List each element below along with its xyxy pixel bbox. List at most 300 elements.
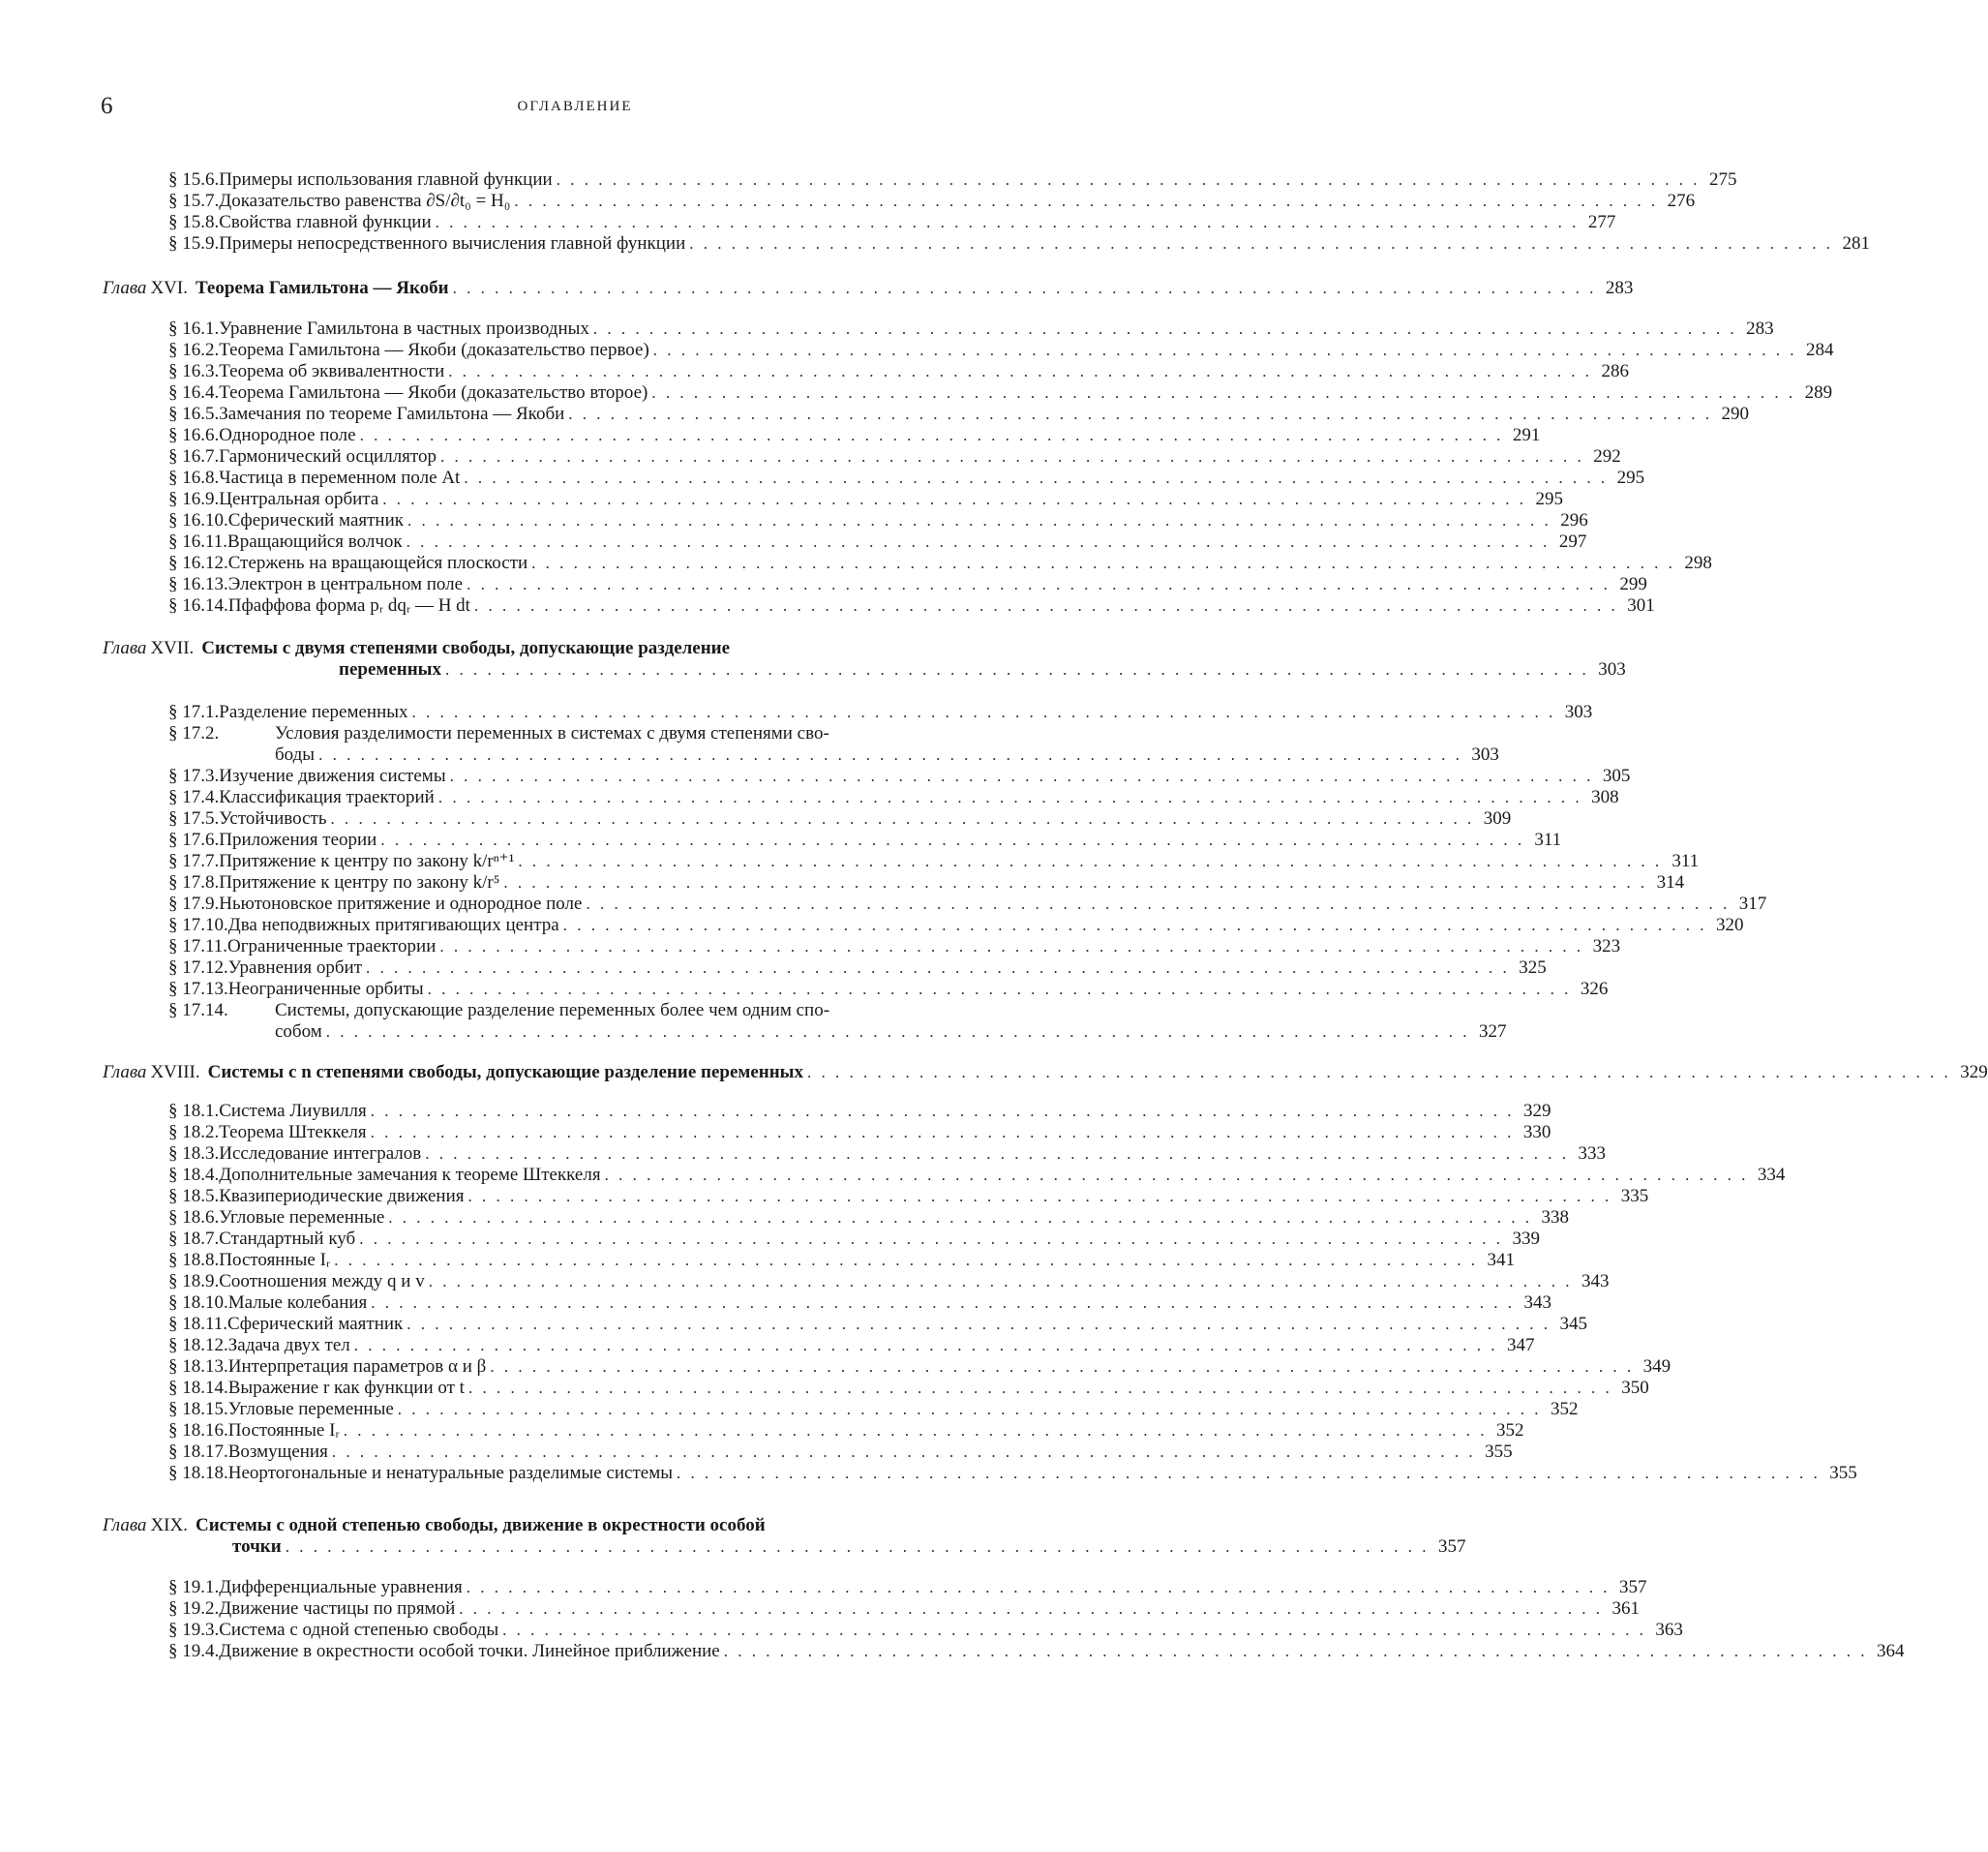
section-title: Система Лиувилля: [219, 1101, 367, 1121]
section-number: § 19.3.: [168, 1620, 220, 1640]
page-number: 6: [101, 93, 113, 119]
section-page: 289: [1804, 382, 1833, 403]
section-number: § 17.7.: [168, 851, 220, 871]
section-title-continuation: собом: [275, 1021, 322, 1042]
section-title: Движение частицы по прямой: [219, 1598, 456, 1619]
section-number: § 17.8.: [168, 872, 220, 893]
section-number: § 18.6.: [168, 1207, 220, 1228]
section-number: § 18.15.: [168, 1399, 228, 1419]
toc-entry[interactable]: [168, 595, 1655, 616]
toc-entry[interactable]: [168, 425, 1541, 445]
section-number: § 18.9.: [168, 1271, 220, 1291]
section-number: § 16.5.: [168, 404, 220, 424]
section-page: 309: [1483, 808, 1512, 829]
section-title: Устойчивость: [219, 808, 327, 829]
toc-entry[interactable]: [168, 233, 1870, 254]
section-title: Однородное поле: [219, 425, 356, 445]
section-page: 311: [1534, 830, 1562, 850]
toc-entry[interactable]: [168, 915, 1744, 935]
section-title: Возмущения: [227, 1442, 328, 1462]
section-title: Свойства главной функции: [219, 212, 432, 232]
section-page: 345: [1559, 1314, 1588, 1334]
toc-entry[interactable]: [168, 1577, 1647, 1597]
section-page: 292: [1593, 446, 1621, 467]
section-page: 290: [1721, 404, 1750, 424]
section-title: Уравнение Гамильтона в частных производных: [219, 319, 589, 339]
section-page: 311: [1672, 851, 1700, 871]
section-number: § 17.9.: [168, 894, 220, 914]
section-number: § 15.9.: [168, 233, 220, 254]
leader-dots: . . . . . . . . . . . . . . . . . . . . . . . . . . . . . . . . . . . . . . . . . . . . . . . . . . . . . . . . . . . . . . . . . . . . . . . . . . . . . . . . . .: [689, 234, 1833, 253]
toc-entry[interactable]: [168, 1207, 1570, 1228]
chapter-page: 329: [1960, 1062, 1988, 1082]
section-title-continuation: боды: [275, 744, 316, 765]
leader-dots: . . . . . . . . . . . . . . . . . . . . . . . . . . . . . . . . . . . . . . . . . . . . . . . . . . . . . . . . . . . . . . . . . . . . . . . . . . . . . . . . . .: [723, 1642, 1868, 1660]
section-page: 317: [1738, 894, 1767, 914]
chapter-heading[interactable]: [103, 639, 974, 658]
section-number: § 16.1.: [168, 319, 220, 339]
section-page: 349: [1642, 1356, 1672, 1377]
section-title: Пфаффова форма pᵣ dqᵣ — H dt: [227, 595, 470, 616]
section-number: § 16.8.: [168, 468, 220, 488]
section-title: Примеры использования главной функции: [219, 169, 553, 190]
leader-dots: . . . . . . . . . . . . . . . . . . . . . . . . . . . . . . . . . . . . . . . . . . . . . . . . . . . . . . . . . . . . . . . . . . . . . . . . . . . . . . . . . .: [807, 1063, 1951, 1081]
leader-dots: . . . . . . . . . . . . . . . . . . . . . . . . . . . . . . . . . . . . . . . . . . . . . . . . . . . . . . . . . . . . . . . . . . . . . . . . . . . . . . . . . .: [380, 831, 1525, 849]
section-title: Исследование интегралов: [219, 1143, 422, 1164]
chapter-title: Системы с n степенями свободы, допускающие разделение переменных: [207, 1062, 803, 1082]
section-page: 327: [1479, 1021, 1507, 1042]
section-number: § 17.10.: [168, 915, 228, 935]
toc-entry[interactable]: [168, 169, 1737, 190]
chapter-label: Глава: [103, 1515, 147, 1535]
toc-entry[interactable]: [168, 872, 1685, 893]
toc-entry[interactable]: [168, 1641, 1905, 1661]
section-title: Неограниченные орбиты: [227, 979, 424, 999]
section-page: 347: [1507, 1335, 1535, 1355]
toc-entry[interactable]: [168, 894, 1767, 914]
section-page: 361: [1611, 1598, 1641, 1619]
section-page: 320: [1715, 915, 1744, 935]
section-number: § 18.10.: [168, 1292, 228, 1313]
chapter-label: Глава: [103, 638, 147, 658]
section-number: § 15.8.: [168, 212, 220, 232]
section-page: 308: [1591, 787, 1619, 807]
chapter-page: 303: [1598, 659, 1626, 680]
section-page: 329: [1522, 1101, 1551, 1121]
section-title: Стандартный куб: [219, 1229, 356, 1249]
leader-dots: . . . . . . . . . . . . . . . . . . . . . . . . . . . . . . . . . . . . . . . . . . . . . . . . . . . . . . . . . . . . . . . . . . . . . . . . . . . . . . . . . .: [459, 1599, 1604, 1618]
section-page: 284: [1806, 340, 1834, 360]
leader-dots: . . . . . . . . . . . . . . . . . . . . . . . . . . . . . . . . . . . . . . . . . . . . . . . . . . . . . . . . . . . . . . . . . . . . . . . . . . . . . . . . . .: [334, 1251, 1479, 1269]
toc-entry[interactable]: [168, 1356, 1672, 1377]
section-title: Квазипериодические движения: [219, 1186, 465, 1206]
section-number: § 19.2.: [168, 1598, 220, 1619]
section-number: § 18.7.: [168, 1229, 220, 1249]
toc-entry[interactable]: [168, 574, 1647, 594]
page-header: [101, 93, 1049, 122]
leader-dots: . . . . . . . . . . . . . . . . . . . . . . . . . . . . . . . . . . . . . . . . . . . . . . . . . . . . . . . . . . . . . . . . . . . . . . . . . . . . . . . . . .: [407, 1315, 1551, 1333]
toc-entry[interactable]: [168, 468, 1645, 488]
section-number: § 16.4.: [168, 382, 220, 403]
leader-dots: . . . . . . . . . . . . . . . . . . . . . . . . . . . . . . . . . . . . . . . . . . . . . . . . . . . . . . . . . . . . . . . . . . . . . . . . . . . . . . . . . .: [449, 767, 1594, 785]
section-number: § 16.7.: [168, 446, 220, 467]
toc-entry[interactable]: [168, 979, 1609, 999]
leader-dots: . . . . . . . . . . . . . . . . . . . . . . . . . . . . . . . . . . . . . . . . . . . . . . . . . . . . . . . . . . . . . . . . . . . . . . . . . . . . . . . . . .: [586, 895, 1731, 913]
leader-dots: . . . . . . . . . . . . . . . . . . . . . . . . . . . . . . . . . . . . . . . . . . . . . . . . . . . . . . . . . . . . . . . . . . . . . . . . . . . . . . . . . .: [318, 745, 1462, 764]
section-title: Условия разделимости переменных в системах с двумя степенями сво-: [275, 723, 829, 744]
section-page: 333: [1578, 1143, 1607, 1164]
chapter-page: 283: [1605, 278, 1634, 298]
section-title: Центральная орбита: [219, 489, 379, 509]
chapter-number: XVI.: [150, 278, 188, 298]
leader-dots: . . . . . . . . . . . . . . . . . . . . . . . . . . . . . . . . . . . . . . . . . . . . . . . . . . . . . . . . . . . . . . . . . . . . . . . . . . . . . . . . . .: [406, 532, 1551, 551]
section-title: Вращающийся волчок: [227, 531, 403, 552]
section-page: 276: [1667, 191, 1696, 211]
leader-dots: . . . . . . . . . . . . . . . . . . . . . . . . . . . . . . . . . . . . . . . . . . . . . . . . . . . . . . . . . . . . . . . . . . . . . . . . . . . . . . . . . .: [444, 660, 1589, 679]
section-title: Дополнительные замечания к теореме Штеккеля: [219, 1165, 601, 1185]
section-number: § 18.14.: [168, 1378, 228, 1398]
leader-dots: . . . . . . . . . . . . . . . . . . . . . . . . . . . . . . . . . . . . . . . . . . . . . . . . . . . . . . . . . . . . . . . . . . . . . . . . . . . . . . . . . .: [439, 447, 1584, 466]
section-number: § 17.6.: [168, 830, 220, 850]
leader-dots: . . . . . . . . . . . . . . . . . . . . . . . . . . . . . . . . . . . . . . . . . . . . . . . . . . . . . . . . . . . . . . . . . . . . . . . . . . . . . . . . . .: [411, 703, 1556, 721]
section-page: 335: [1620, 1186, 1649, 1206]
section-page: 295: [1535, 489, 1563, 509]
toc-entry[interactable]: [168, 446, 1621, 467]
section-page: 314: [1656, 872, 1685, 893]
section-number: § 18.2.: [168, 1122, 220, 1142]
section-number: § 16.2.: [168, 340, 220, 360]
section-page: 299: [1619, 574, 1647, 594]
leader-dots: . . . . . . . . . . . . . . . . . . . . . . . . . . . . . . . . . . . . . . . . . . . . . . . . . . . . . . . . . . . . . . . . . . . . . . . . . . . . . . . . . .: [353, 1336, 1498, 1354]
section-title: Угловые переменные: [227, 1399, 394, 1419]
section-title: Уравнения орбит: [227, 957, 363, 978]
toc-entry[interactable]: [168, 1292, 1552, 1313]
toc-entry[interactable]: [168, 1463, 1857, 1483]
section-number: § 18.1.: [168, 1101, 220, 1121]
section-page: 343: [1581, 1271, 1610, 1291]
chapter-title: Системы с двумя степенями свободы, допускающие разделение: [201, 638, 731, 658]
section-title: Неортогональные и ненатуральные разделимые системы: [227, 1463, 673, 1483]
section-title: Интерпретация параметров α и β: [227, 1356, 487, 1377]
toc-entry[interactable]: [168, 724, 829, 744]
section-page: 281: [1842, 233, 1870, 254]
section-title: Примеры непосредственного вычисления главной функции: [219, 233, 686, 254]
section-title: Гармонический осциллятор: [219, 446, 437, 467]
toc-entry[interactable]: [168, 1314, 1588, 1334]
section-page: 283: [1746, 319, 1774, 339]
section-number: § 18.4.: [168, 1165, 220, 1185]
leader-dots: . . . . . . . . . . . . . . . . . . . . . . . . . . . . . . . . . . . . . . . . . . . . . . . . . . . . . . . . . . . . . . . . . . . . . . . . . . . . . . . . . .: [518, 852, 1663, 870]
section-title: Теорема Гамильтона — Якоби (доказательство второе): [219, 382, 648, 403]
section-title: Замечания по теореме Гамильтона — Якоби: [219, 404, 565, 424]
leader-dots: . . . . . . . . . . . . . . . . . . . . . . . . . . . . . . . . . . . . . . . . . . . . . . . . . . . . . . . . . . . . . . . . . . . . . . . . . . . . . . . . . .: [652, 341, 1797, 359]
toc-entry[interactable]: [168, 1271, 1610, 1291]
section-title: Теорема Гамильтона — Якоби (доказательство первое): [219, 340, 649, 360]
leader-dots: . . . . . . . . . . . . . . . . . . . . . . . . . . . . . . . . . . . . . . . . . . . . . . . . . . . . . . . . . . . . . . . . . . . . . . . . . . . . . . . . . .: [467, 1379, 1612, 1397]
chapter-number: XIX.: [150, 1515, 188, 1535]
leader-dots: . . . . . . . . . . . . . . . . . . . . . . . . . . . . . . . . . . . . . . . . . . . . . . . . . . . . . . . . . . . . . . . . . . . . . . . . . . . . . . . . . .: [562, 916, 1707, 934]
section-title: Изучение движения системы: [219, 766, 446, 786]
section-page: 297: [1558, 531, 1587, 552]
toc-entry[interactable]: [168, 1335, 1535, 1355]
section-number: § 18.17.: [168, 1442, 228, 1462]
toc-entry[interactable]: [168, 830, 1562, 850]
toc-entry[interactable]: [168, 1101, 1551, 1121]
section-title: Приложения теории: [219, 830, 377, 850]
toc-entry[interactable]: [168, 1165, 1786, 1185]
leader-dots: . . . . . . . . . . . . . . . . . . . . . . . . . . . . . . . . . . . . . . . . . . . . . . . . . . . . . . . . . . . . . . . . . . . . . . . . . . . . . . . . . .: [435, 213, 1580, 231]
section-number: § 16.11.: [168, 531, 228, 552]
chapter-title: Теорема Гамильтона — Якоби: [195, 278, 449, 298]
section-number: § 18.11.: [168, 1314, 228, 1334]
leader-dots: . . . . . . . . . . . . . . . . . . . . . . . . . . . . . . . . . . . . . . . . . . . . . . . . . . . . . . . . . . . . . . . . . . . . . . . . . . . . . . . . . .: [466, 1578, 1611, 1596]
section-page: 301: [1627, 595, 1655, 616]
section-title: Соотношения между q и v: [219, 1271, 425, 1291]
toc-entry[interactable]: [168, 851, 1700, 871]
section-title: Ньютоновское притяжение и однородное поле: [219, 894, 583, 914]
toc-entry[interactable]: [168, 489, 1563, 509]
section-title: Дифференциальные уравнения: [219, 1577, 463, 1597]
leader-dots: . . . . . . . . . . . . . . . . . . . . . . . . . . . . . . . . . . . . . . . . . . . . . . . . . . . . . . . . . . . . . . . . . . . . . . . . . . . . . . . . . .: [388, 1208, 1533, 1227]
toc-entry[interactable]: [168, 1378, 1649, 1398]
section-title: Движение в окрестности особой точки. Линейное приближение: [219, 1641, 720, 1661]
toc-entry[interactable]: [168, 1250, 1516, 1270]
leader-dots: . . . . . . . . . . . . . . . . . . . . . . . . . . . . . . . . . . . . . . . . . . . . . . . . . . . . . . . . . . . . . . . . . . . . . . . . . . . . . . . . . .: [359, 426, 1504, 444]
toc-entry[interactable]: [168, 531, 1587, 552]
running-head: ОГЛАВЛЕНИЕ: [517, 99, 633, 114]
leader-dots: . . . . . . . . . . . . . . . . . . . . . . . . . . . . . . . . . . . . . . . . . . . . . . . . . . . . . . . . . . . . . . . . . . . . . . . . . . . . . . . . . .: [556, 170, 1701, 189]
section-title: Стержень на вращающейся плоскости: [227, 553, 528, 573]
leader-dots: . . . . . . . . . . . . . . . . . . . . . . . . . . . . . . . . . . . . . . . . . . . . . . . . . . . . . . . . . . . . . . . . . . . . . . . . . . . . . . . . . .: [531, 554, 1675, 572]
leader-dots: . . . . . . . . . . . . . . . . . . . . . . . . . . . . . . . . . . . . . . . . . . . . . . . . . . . . . . . . . . . . . . . . . . . . . . . . . . . . . . . . . .: [370, 1123, 1515, 1141]
leader-dots: . . . . . . . . . . . . . . . . . . . . . . . . . . . . . . . . . . . . . . . . . . . . . . . . . . . . . . . . . . . . . . . . . . . . . . . . . . . . . . . . . .: [397, 1400, 1542, 1418]
section-page: 357: [1618, 1577, 1647, 1597]
toc-entry[interactable]: [168, 1186, 1649, 1206]
section-title: Два неподвижных притягивающих центра: [227, 915, 559, 935]
leader-dots: . . . . . . . . . . . . . . . . . . . . . . . . . . . . . . . . . . . . . . . . . . . . . . . . . . . . . . . . . . . . . . . . . . . . . . . . . . . . . . . . . .: [437, 788, 1582, 806]
section-number: § 18.13.: [168, 1356, 228, 1377]
section-number: § 19.1.: [168, 1577, 220, 1597]
section-title: Системы, допускающие разделение переменных более чем одним спо-: [275, 1000, 830, 1020]
section-title: Задача двух тел: [227, 1335, 350, 1355]
section-number: § 18.12.: [168, 1335, 228, 1355]
section-page: 341: [1487, 1250, 1516, 1270]
toc-entry[interactable]: [168, 787, 1619, 807]
section-title: Постоянные Iᵣ: [227, 1420, 340, 1441]
toc-entry[interactable]: [168, 553, 1712, 573]
section-number: § 18.5.: [168, 1186, 220, 1206]
section-page: 330: [1522, 1122, 1551, 1142]
section-number: § 16.10.: [168, 510, 228, 531]
leader-dots: . . . . . . . . . . . . . . . . . . . . . . . . . . . . . . . . . . . . . . . . . . . . . . . . . . . . . . . . . . . . . . . . . . . . . . . . . . . . . . . . . .: [514, 192, 1659, 210]
section-number: § 17.1.: [168, 702, 220, 722]
chapter-page: 357: [1437, 1536, 1466, 1557]
section-number: § 18.8.: [168, 1250, 220, 1270]
section-page: 303: [1471, 744, 1499, 765]
section-title: Притяжение к центру по закону k/rⁿ⁺¹: [219, 851, 515, 871]
leader-dots: . . . . . . . . . . . . . . . . . . . . . . . . . . . . . . . . . . . . . . . . . . . . . . . . . . . . . . . . . . . . . . . . . . . . . . . . . . . . . . . . . .: [359, 1230, 1503, 1248]
toc-entry[interactable]: [168, 319, 1774, 339]
toc-entry[interactable]: [168, 1143, 1607, 1164]
leader-dots: . . . . . . . . . . . . . . . . . . . . . . . . . . . . . . . . . . . . . . . . . . . . . . . . . . . . . . . . . . . . . . . . . . . . . . . . . . . . . . . . . .: [382, 490, 1526, 508]
section-page: 275: [1708, 169, 1737, 190]
chapter-heading[interactable]: [103, 1062, 1988, 1082]
section-title: Ограниченные траектории: [227, 936, 437, 956]
section-number: § 17.4.: [168, 787, 220, 807]
section-number: § 18.16.: [168, 1420, 228, 1441]
toc-entry[interactable]: [168, 957, 1547, 978]
toc-entry[interactable]: [168, 382, 1833, 403]
leader-dots: . . . . . . . . . . . . . . . . . . . . . . . . . . . . . . . . . . . . . . . . . . . . . . . . . . . . . . . . . . . . . . . . . . . . . . . . . . . . . . . . . .: [325, 1022, 1470, 1041]
section-number: § 18.3.: [168, 1143, 220, 1164]
section-number: § 16.13.: [168, 574, 228, 594]
section-title: Доказательство равенства ∂S/∂t₀ = H₀: [219, 191, 511, 211]
section-page: 339: [1512, 1229, 1540, 1249]
leader-dots: . . . . . . . . . . . . . . . . . . . . . . . . . . . . . . . . . . . . . . . . . . . . . . . . . . . . . . . . . . . . . . . . . . . . . . . . . . . . . . . . . .: [503, 873, 1648, 892]
leader-dots: . . . . . . . . . . . . . . . . . . . . . . . . . . . . . . . . . . . . . . . . . . . . . . . . . . . . . . . . . . . . . . . . . . . . . . . . . . . . . . . . . .: [425, 1144, 1570, 1163]
section-page: 277: [1587, 212, 1616, 232]
leader-dots: . . . . . . . . . . . . . . . . . . . . . . . . . . . . . . . . . . . . . . . . . . . . . . . . . . . . . . . . . . . . . . . . . . . . . . . . . . . . . . . . . .: [452, 279, 1597, 297]
section-number: § 17.11.: [168, 936, 228, 956]
section-title: Сферический маятник: [227, 510, 404, 531]
toc-entry[interactable]: [168, 702, 1593, 722]
toc-entry[interactable]: [168, 1598, 1641, 1619]
leader-dots: . . . . . . . . . . . . . . . . . . . . . . . . . . . . . . . . . . . . . . . . . . . . . . . . . . . . . . . . . . . . . . . . . . . . . . . . . . . . . . . . . .: [502, 1621, 1646, 1639]
section-number: § 15.6.: [168, 169, 220, 190]
toc-entry[interactable]: [168, 936, 1621, 956]
chapter-heading-continuation: [232, 1536, 1466, 1557]
leader-dots: . . . . . . . . . . . . . . . . . . . . . . . . . . . . . . . . . . . . . . . . . . . . . . . . . . . . . . . . . . . . . . . . . . . . . . . . . . . . . . . . . .: [464, 469, 1609, 487]
toc-entry[interactable]: [168, 340, 1834, 360]
leader-dots: . . . . . . . . . . . . . . . . . . . . . . . . . . . . . . . . . . . . . . . . . . . . . . . . . . . . . . . . . . . . . . . . . . . . . . . . . . . . . . . . . .: [490, 1357, 1635, 1376]
leader-dots: . . . . . . . . . . . . . . . . . . . . . . . . . . . . . . . . . . . . . . . . . . . . . . . . . . . . . . . . . . . . . . . . . . . . . . . . . . . . . . . . . .: [604, 1166, 1749, 1184]
section-title: Теорема Штеккеля: [219, 1122, 367, 1142]
toc-entry[interactable]: [168, 766, 1631, 786]
section-page: 295: [1616, 468, 1645, 488]
section-page: 350: [1621, 1378, 1649, 1398]
chapter-heading-continuation: [339, 659, 1626, 680]
section-number: § 17.13.: [168, 979, 228, 999]
leader-dots: . . . . . . . . . . . . . . . . . . . . . . . . . . . . . . . . . . . . . . . . . . . . . . . . . . . . . . . . . . . . . . . . . . . . . . . . . . . . . . . . . .: [439, 937, 1584, 956]
section-page: 286: [1601, 361, 1630, 381]
chapter-title: Системы с одной степенью свободы, движение в окрестности особой: [195, 1515, 766, 1535]
section-page: 305: [1602, 766, 1631, 786]
chapter-label: Глава: [103, 1062, 147, 1082]
section-page: 338: [1541, 1207, 1570, 1228]
section-number: § 17.2.: [168, 723, 220, 744]
section-title: Сферический маятник: [227, 1314, 404, 1334]
section-title: Постоянные Iᵣ: [219, 1250, 331, 1270]
leader-dots: . . . . . . . . . . . . . . . . . . . . . . . . . . . . . . . . . . . . . . . . . . . . . . . . . . . . . . . . . . . . . . . . . . . . . . . . . . . . . . . . . .: [428, 1272, 1573, 1290]
chapter-number: XVII.: [150, 638, 195, 658]
section-title: Теорема об эквивалентности: [219, 361, 445, 381]
section-page: 303: [1564, 702, 1593, 722]
section-number: § 17.3.: [168, 766, 220, 786]
toc-entry-continuation: [275, 1021, 1507, 1042]
leader-dots: . . . . . . . . . . . . . . . . . . . . . . . . . . . . . . . . . . . . . . . . . . . . . . . . . . . . . . . . . . . . . . . . . . . . . . . . . . . . . . . . . .: [370, 1102, 1515, 1120]
section-number: § 16.12.: [168, 553, 228, 573]
section-page: 323: [1592, 936, 1621, 956]
section-page: 296: [1560, 510, 1588, 531]
section-title: Электрон в центральном поле: [227, 574, 464, 594]
section-number: § 15.7.: [168, 191, 220, 211]
section-page: 298: [1684, 553, 1712, 573]
section-title: Выражение r как функции от t: [227, 1378, 465, 1398]
toc-entry-continuation: [275, 744, 1499, 765]
section-number: § 19.4.: [168, 1641, 220, 1661]
toc-entry[interactable]: [168, 510, 1588, 531]
chapter-number: XVIII.: [150, 1062, 200, 1082]
chapter-heading[interactable]: [103, 1516, 974, 1535]
section-page: 352: [1496, 1420, 1524, 1441]
toc-entry[interactable]: [168, 1442, 1513, 1462]
toc-entry[interactable]: [168, 361, 1630, 381]
section-title: Угловые переменные: [219, 1207, 385, 1228]
leader-dots: . . . . . . . . . . . . . . . . . . . . . . . . . . . . . . . . . . . . . . . . . . . . . . . . . . . . . . . . . . . . . . . . . . . . . . . . . . . . . . . . . .: [366, 958, 1510, 977]
toc-entry[interactable]: [168, 1122, 1551, 1142]
leader-dots: . . . . . . . . . . . . . . . . . . . . . . . . . . . . . . . . . . . . . . . . . . . . . . . . . . . . . . . . . . . . . . . . . . . . . . . . . . . . . . . . . .: [651, 383, 1796, 402]
section-number: § 18.18.: [168, 1463, 228, 1483]
leader-dots: . . . . . . . . . . . . . . . . . . . . . . . . . . . . . . . . . . . . . . . . . . . . . . . . . . . . . . . . . . . . . . . . . . . . . . . . . . . . . . . . . .: [467, 1187, 1612, 1205]
section-page: 334: [1757, 1165, 1786, 1185]
section-page: 326: [1580, 979, 1609, 999]
toc-entry[interactable]: [168, 191, 1696, 211]
section-title: Притяжение к центру по закону k/r⁵: [219, 872, 500, 893]
section-title: Система с одной степенью свободы: [219, 1620, 499, 1640]
leader-dots: . . . . . . . . . . . . . . . . . . . . . . . . . . . . . . . . . . . . . . . . . . . . . . . . . . . . . . . . . . . . . . . . . . . . . . . . . . . . . . . . . .: [331, 1442, 1476, 1461]
section-page: 325: [1519, 957, 1547, 978]
chapter-title-continuation: точки: [232, 1536, 282, 1557]
section-number: § 16.6.: [168, 425, 220, 445]
section-page: 363: [1655, 1620, 1683, 1640]
section-number: § 17.5.: [168, 808, 220, 829]
section-title: Малые колебания: [227, 1292, 368, 1313]
leader-dots: . . . . . . . . . . . . . . . . . . . . . . . . . . . . . . . . . . . . . . . . . . . . . . . . . . . . . . . . . . . . . . . . . . . . . . . . . . . . . . . . . .: [407, 511, 1551, 530]
section-number: § 16.14.: [168, 595, 228, 616]
chapter-heading[interactable]: [103, 278, 1634, 298]
section-title: Частица в переменном поле At: [219, 468, 461, 488]
toc-entry[interactable]: [168, 404, 1750, 424]
leader-dots: . . . . . . . . . . . . . . . . . . . . . . . . . . . . . . . . . . . . . . . . . . . . . . . . . . . . . . . . . . . . . . . . . . . . . . . . . . . . . . . . . .: [568, 405, 1713, 423]
chapter-label: Глава: [103, 278, 147, 298]
section-page: 355: [1485, 1442, 1513, 1462]
leader-dots: . . . . . . . . . . . . . . . . . . . . . . . . . . . . . . . . . . . . . . . . . . . . . . . . . . . . . . . . . . . . . . . . . . . . . . . . . . . . . . . . . .: [343, 1421, 1488, 1440]
toc-entry[interactable]: [168, 1620, 1683, 1640]
toc-entry[interactable]: [168, 1399, 1579, 1419]
leader-dots: . . . . . . . . . . . . . . . . . . . . . . . . . . . . . . . . . . . . . . . . . . . . . . . . . . . . . . . . . . . . . . . . . . . . . . . . . . . . . . . . . .: [427, 980, 1572, 998]
section-page: 343: [1523, 1292, 1552, 1313]
section-number: § 17.14.: [168, 1000, 228, 1020]
toc-entry[interactable]: [168, 808, 1512, 829]
section-page: 364: [1877, 1641, 1905, 1661]
section-number: § 16.3.: [168, 361, 220, 381]
leader-dots: . . . . . . . . . . . . . . . . . . . . . . . . . . . . . . . . . . . . . . . . . . . . . . . . . . . . . . . . . . . . . . . . . . . . . . . . . . . . . . . . . .: [330, 809, 1475, 828]
leader-dots: . . . . . . . . . . . . . . . . . . . . . . . . . . . . . . . . . . . . . . . . . . . . . . . . . . . . . . . . . . . . . . . . . . . . . . . . . . . . . . . . . .: [676, 1464, 1821, 1482]
section-title: Классификация траекторий: [219, 787, 435, 807]
section-number: § 16.9.: [168, 489, 220, 509]
toc-entry[interactable]: [168, 1229, 1540, 1249]
toc-entry[interactable]: [168, 1420, 1524, 1441]
chapter-title-continuation: переменных: [339, 659, 441, 680]
section-page: 291: [1512, 425, 1541, 445]
section-page: 355: [1829, 1463, 1857, 1483]
toc-entry[interactable]: [168, 1001, 829, 1020]
leader-dots: . . . . . . . . . . . . . . . . . . . . . . . . . . . . . . . . . . . . . . . . . . . . . . . . . . . . . . . . . . . . . . . . . . . . . . . . . . . . . . . . . .: [448, 362, 1593, 380]
leader-dots: . . . . . . . . . . . . . . . . . . . . . . . . . . . . . . . . . . . . . . . . . . . . . . . . . . . . . . . . . . . . . . . . . . . . . . . . . . . . . . . . . .: [467, 575, 1611, 593]
leader-dots: . . . . . . . . . . . . . . . . . . . . . . . . . . . . . . . . . . . . . . . . . . . . . . . . . . . . . . . . . . . . . . . . . . . . . . . . . . . . . . . . . .: [285, 1537, 1430, 1556]
toc-entry[interactable]: [168, 212, 1616, 232]
section-title: Разделение переменных: [219, 702, 408, 722]
